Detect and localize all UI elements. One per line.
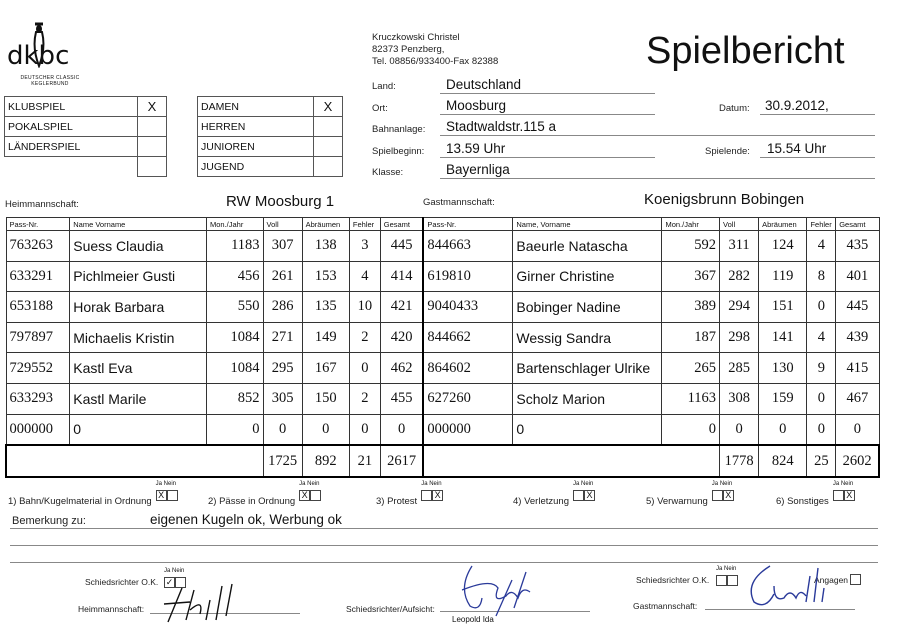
ort-value[interactable]: Moosburg [446, 98, 507, 113]
game-type-mark[interactable] [138, 117, 167, 137]
guest-player-cell[interactable]: 435 [836, 231, 879, 262]
column-header: Gesamt [380, 218, 423, 231]
nein-label: Nein [840, 481, 854, 487]
guest-player-cell[interactable]: 298 [720, 322, 759, 353]
nein-label: Nein [719, 481, 733, 487]
guest-player-cell[interactable]: 159 [759, 383, 807, 414]
home-player-cell[interactable]: 852 [207, 383, 264, 414]
check-ja-box[interactable]: X [299, 490, 310, 501]
player-row [6, 231, 879, 262]
check-ja-box[interactable] [421, 490, 432, 501]
game-type-row [5, 137, 167, 157]
home-player-cell[interactable]: 420 [380, 322, 423, 353]
home-player-cell[interactable]: 462 [380, 353, 423, 384]
player-row [6, 261, 879, 292]
guest-player-cell[interactable]: 294 [720, 292, 759, 323]
category-mark[interactable]: X [314, 97, 343, 117]
klasse-value[interactable]: Bayernliga [446, 162, 510, 177]
guest-player-cell[interactable]: Girner Christine [513, 261, 662, 292]
check-label: 1) Bahn/Kugelmaterial in Ordnung [8, 496, 152, 507]
home-player-cell[interactable]: 0 [207, 414, 264, 445]
guest-player-cell[interactable]: 445 [836, 292, 879, 323]
home-player-cell[interactable]: 4 [349, 261, 380, 292]
guest-signature-label: Gastmannschaft: [633, 601, 698, 611]
category-row [198, 137, 343, 157]
home-player-cell[interactable]: 0 [349, 414, 380, 445]
category-row [198, 157, 343, 177]
column-header: Voll [263, 218, 302, 231]
category-mark[interactable] [314, 137, 343, 157]
game-type-row [5, 117, 167, 137]
column-header: Gesamt [836, 218, 879, 231]
column-header: Mon./Jahr [662, 218, 720, 231]
guest-total-cell: 824 [759, 445, 807, 477]
check-item [513, 481, 595, 505]
home-player-cell[interactable]: 261 [263, 261, 302, 292]
guest-player-cell[interactable]: 1163 [662, 383, 720, 414]
guest-player-cell[interactable]: 367 [662, 261, 720, 292]
ja-label: Ja [164, 568, 171, 574]
game-type-mark[interactable] [138, 137, 167, 157]
ja-label: Ja [711, 481, 719, 487]
home-player-cell[interactable]: 455 [380, 383, 423, 414]
guest-signature-icon [740, 558, 840, 616]
home-total-cell: 1725 [263, 445, 302, 477]
home-player-cell[interactable]: 414 [380, 261, 423, 292]
column-header: Name, Vorname [513, 218, 662, 231]
nein-label: Nein [429, 481, 442, 487]
ende-label: Spielende: [705, 146, 750, 157]
guest-player-cell[interactable]: 000000 [423, 414, 512, 445]
logo-line1: DEUTSCHER CLASSIC [20, 75, 80, 81]
home-player-cell[interactable]: Kastl Eva [70, 353, 207, 384]
category-label: DAMEN [198, 97, 314, 117]
home-player-cell[interactable]: 0 [380, 414, 423, 445]
player-row [6, 322, 879, 353]
guest-player-cell[interactable]: 8 [807, 261, 836, 292]
home-player-cell[interactable]: 271 [263, 322, 302, 353]
home-player-cell[interactable]: 10 [349, 292, 380, 323]
category-row [198, 117, 343, 137]
home-player-cell[interactable]: Suess Claudia [70, 231, 207, 262]
referee-name: Leopold Ida [452, 615, 494, 624]
player-row [6, 414, 879, 445]
ende-value[interactable]: 15.54 Uhr [767, 141, 827, 156]
sr-ok-left-label: Schiedsrichter O.K. [85, 577, 159, 587]
home-player-cell[interactable]: 445 [380, 231, 423, 262]
klasse-label: Klasse: [372, 167, 404, 178]
ja-label: Ja [716, 566, 723, 572]
column-header: Fehler [807, 218, 836, 231]
home-signature-label: Heimmannschaft: [78, 604, 145, 614]
beginn-value[interactable]: 13.59 Uhr [446, 141, 506, 156]
bahn-value[interactable]: Stadtwaldstr.115 a [446, 119, 557, 134]
check-ja-box[interactable] [573, 490, 584, 501]
contact-city: 82373 Penzberg, [372, 44, 445, 55]
guest-team-name[interactable]: Koenigsbrunn Bobingen [644, 191, 805, 208]
check-nein-box[interactable] [167, 490, 178, 501]
header-row [6, 218, 879, 231]
category-label: JUGEND [198, 157, 314, 177]
page-title: Spielbericht [646, 30, 845, 72]
home-player-cell[interactable]: 3 [349, 231, 380, 262]
sr-ok-left-ja-checkbox[interactable]: ✓ [165, 577, 174, 588]
game-type-label: LÄNDERSPIEL [5, 137, 138, 157]
land-label: Land: [372, 81, 396, 92]
home-player-cell[interactable]: 0 [349, 353, 380, 384]
check-ja-box[interactable] [833, 490, 844, 501]
game-type-mark[interactable]: X [138, 97, 167, 117]
skittle-logo-icon [5, 22, 95, 68]
guest-player-cell[interactable]: 844662 [423, 322, 512, 353]
check-item [8, 481, 178, 505]
guest-player-cell[interactable]: 308 [720, 383, 759, 414]
check-item [776, 481, 855, 505]
angagen-checkbox[interactable] [850, 574, 861, 585]
guest-player-cell[interactable]: 187 [662, 322, 720, 353]
sr-ok-right-nein-checkbox[interactable] [727, 575, 738, 586]
category-table [197, 96, 343, 177]
column-header: Pass-Nr. [6, 218, 70, 231]
home-total-cell: 2617 [380, 445, 423, 477]
home-player-cell[interactable]: 167 [302, 353, 349, 384]
player-row [6, 292, 879, 323]
remark-label: Bemerkung zu: [12, 515, 86, 527]
home-player-cell[interactable]: Pichlmeier Gusti [70, 261, 207, 292]
guest-player-cell[interactable]: 844663 [423, 231, 512, 262]
guest-player-cell[interactable]: 619810 [423, 261, 512, 292]
ort-label: Ort: [372, 103, 388, 114]
guest-player-cell[interactable]: 627260 [423, 383, 512, 414]
check-nein-box[interactable]: X [584, 490, 595, 501]
check-ja-box[interactable] [712, 490, 723, 501]
guest-player-cell[interactable]: 467 [836, 383, 879, 414]
home-team-name[interactable]: RW Moosburg 1 [226, 193, 335, 210]
home-player-cell[interactable]: Kastl Marile [70, 383, 207, 414]
column-header: Abräumen [759, 218, 807, 231]
guest-player-cell[interactable]: 864602 [423, 353, 512, 384]
game-type-label: KLUBSPIEL [5, 97, 138, 117]
check-label: 5) Verwarnung [646, 496, 708, 507]
category-label: JUNIOREN [198, 137, 314, 157]
guest-player-cell[interactable]: Baeurle Natascha [513, 231, 662, 262]
score-table [5, 217, 880, 478]
guest-total-cell: 25 [807, 445, 836, 477]
column-header: Abräumen [302, 218, 349, 231]
check-nein-box[interactable] [310, 490, 321, 501]
game-type-label: POKALSPIEL [5, 117, 138, 137]
check-label: 6) Sonstiges [776, 496, 829, 507]
guest-team-label: Gastmannschaft: [423, 197, 495, 208]
home-player-cell[interactable]: 286 [263, 292, 302, 323]
referee-signature-label: Schiedsrichter/Aufsicht: [346, 604, 435, 614]
category-label: HERREN [198, 117, 314, 137]
check-item [376, 481, 443, 505]
guest-player-cell[interactable]: 389 [662, 292, 720, 323]
guest-player-cell[interactable]: 119 [759, 261, 807, 292]
home-player-cell[interactable]: 307 [263, 231, 302, 262]
remark-text[interactable]: eigenen Kugeln ok, Werbung ok [150, 512, 342, 527]
guest-player-cell[interactable]: 0 [807, 383, 836, 414]
check-label: 2) Pässe in Ordnung [208, 496, 296, 507]
check-ja-box[interactable]: X [156, 490, 167, 501]
home-player-cell[interactable]: 0 [70, 414, 207, 445]
guest-player-cell[interactable]: 282 [720, 261, 759, 292]
category-mark[interactable] [314, 157, 343, 177]
guest-total-cell: 2602 [836, 445, 879, 477]
contact-name: Kruczkowski Christel [372, 32, 460, 43]
game-type-table [4, 96, 167, 177]
guest-player-cell[interactable]: 130 [759, 353, 807, 384]
guest-player-cell[interactable]: 415 [836, 353, 879, 384]
guest-player-cell[interactable]: 401 [836, 261, 879, 292]
referee-signature-icon [452, 558, 542, 618]
guest-player-cell[interactable]: Bartenschlager Ulrike [513, 353, 662, 384]
home-player-cell[interactable]: 2 [349, 322, 380, 353]
home-player-cell[interactable]: 0 [302, 414, 349, 445]
home-player-cell[interactable]: 0 [263, 414, 302, 445]
ja-label: Ja [155, 481, 162, 487]
check-item [208, 481, 321, 505]
logo-mark-text: dkbc [7, 41, 70, 68]
player-row [6, 383, 879, 414]
home-player-cell[interactable]: 1084 [207, 322, 264, 353]
guest-player-cell[interactable]: 0 [759, 414, 807, 445]
home-team-label: Heimmannschaft: [5, 199, 79, 210]
guest-player-cell[interactable]: Scholz Marion [513, 383, 662, 414]
category-row [198, 97, 343, 117]
column-header: Pass-Nr. [423, 218, 512, 231]
home-player-cell[interactable]: 150 [302, 383, 349, 414]
guest-player-cell[interactable]: 0 [807, 414, 836, 445]
ja-label: Ja [421, 481, 428, 487]
checklist [8, 481, 878, 509]
nein-label: Nein [163, 481, 177, 487]
check-label: 4) Verletzung [513, 496, 569, 507]
home-player-cell[interactable]: 729552 [6, 353, 70, 384]
column-header: Fehler [349, 218, 380, 231]
guest-player-cell[interactable]: 0 [807, 292, 836, 323]
guest-player-cell[interactable]: 9040433 [423, 292, 512, 323]
home-player-cell[interactable]: 138 [302, 231, 349, 262]
nein-label: Nein [724, 566, 737, 572]
land-value[interactable]: Deutschland [446, 77, 522, 92]
home-player-cell[interactable]: 456 [207, 261, 264, 292]
home-player-cell[interactable]: 653188 [6, 292, 70, 323]
guest-player-cell[interactable]: 141 [759, 322, 807, 353]
check-nein-box[interactable]: X [432, 490, 443, 501]
datum-value[interactable]: 30.9.2012, [765, 98, 829, 113]
home-player-cell[interactable]: 421 [380, 292, 423, 323]
home-player-cell[interactable]: 633291 [6, 261, 70, 292]
guest-player-cell[interactable]: 124 [759, 231, 807, 262]
ja-label: Ja [572, 481, 580, 487]
home-player-cell[interactable]: 763263 [6, 231, 70, 262]
home-player-cell[interactable]: 1084 [207, 353, 264, 384]
totals-row [6, 445, 879, 477]
home-player-cell[interactable]: 153 [302, 261, 349, 292]
home-signature-icon [160, 580, 245, 628]
contact-phone: Tel. 08856/933400-Fax 82388 [372, 56, 499, 67]
game-type-row [5, 97, 167, 117]
guest-player-cell[interactable]: 4 [807, 322, 836, 353]
guest-player-cell[interactable]: 0 [513, 414, 662, 445]
nein-label: Nein [307, 481, 320, 487]
home-total-cell: 892 [302, 445, 349, 477]
home-player-cell[interactable]: 2 [349, 383, 380, 414]
sr-ok-right-checks [716, 566, 738, 590]
logo-line2: KEGLERBUND [31, 81, 69, 87]
category-mark[interactable] [314, 117, 343, 137]
check-nein-box[interactable]: X [844, 490, 855, 501]
datum-label: Datum: [719, 103, 750, 114]
ja-label: Ja [299, 481, 306, 487]
guest-player-cell[interactable]: Bobinger Nadine [513, 292, 662, 323]
check-label: 3) Protest [376, 496, 418, 507]
guest-player-cell[interactable]: 4 [807, 231, 836, 262]
home-player-cell[interactable]: 305 [263, 383, 302, 414]
guest-player-cell[interactable]: 265 [662, 353, 720, 384]
home-player-cell[interactable]: Michaelis Kristin [70, 322, 207, 353]
home-player-cell[interactable]: 149 [302, 322, 349, 353]
home-total-cell: 21 [349, 445, 380, 477]
guest-total-cell: 1778 [720, 445, 759, 477]
home-player-cell[interactable]: 797897 [6, 322, 70, 353]
guest-player-cell[interactable]: 592 [662, 231, 720, 262]
home-player-cell[interactable]: 633293 [6, 383, 70, 414]
home-player-cell[interactable]: 000000 [6, 414, 70, 445]
bahn-label: Bahnanlage: [372, 124, 426, 135]
column-header: Mon./Jahr [207, 218, 264, 231]
nein-label: Nein [172, 568, 185, 574]
player-row [6, 353, 879, 384]
guest-player-cell[interactable]: Wessig Sandra [513, 322, 662, 353]
contact-block [372, 32, 498, 68]
home-player-cell[interactable]: Horak Barbara [70, 292, 207, 323]
guest-player-cell[interactable]: 0 [720, 414, 759, 445]
guest-player-cell[interactable]: 9 [807, 353, 836, 384]
home-player-cell[interactable]: 295 [263, 353, 302, 384]
home-player-cell[interactable]: 1183 [207, 231, 264, 262]
dkbc-logo [5, 22, 95, 87]
nein-label: Nein [581, 481, 594, 487]
guest-player-cell[interactable]: 439 [836, 322, 879, 353]
beginn-label: Spielbeginn: [372, 146, 425, 157]
guest-player-cell[interactable]: 311 [720, 231, 759, 262]
guest-player-cell[interactable]: 285 [720, 353, 759, 384]
home-player-cell[interactable]: 550 [207, 292, 264, 323]
sr-ok-right-ja-checkbox[interactable] [716, 575, 727, 586]
angagen-label: Angagen [814, 575, 849, 585]
column-header: Voll [720, 218, 759, 231]
column-header: Name Vorname [70, 218, 207, 231]
sr-ok-right-label: Schiedsrichter O.K. [636, 575, 710, 585]
guest-player-cell[interactable]: 0 [662, 414, 720, 445]
home-player-cell[interactable]: 135 [302, 292, 349, 323]
guest-player-cell[interactable]: 0 [836, 414, 879, 445]
ja-label: Ja [832, 481, 840, 487]
check-nein-box[interactable]: X [723, 490, 734, 501]
check-item [646, 481, 734, 505]
guest-player-cell[interactable]: 151 [759, 292, 807, 323]
